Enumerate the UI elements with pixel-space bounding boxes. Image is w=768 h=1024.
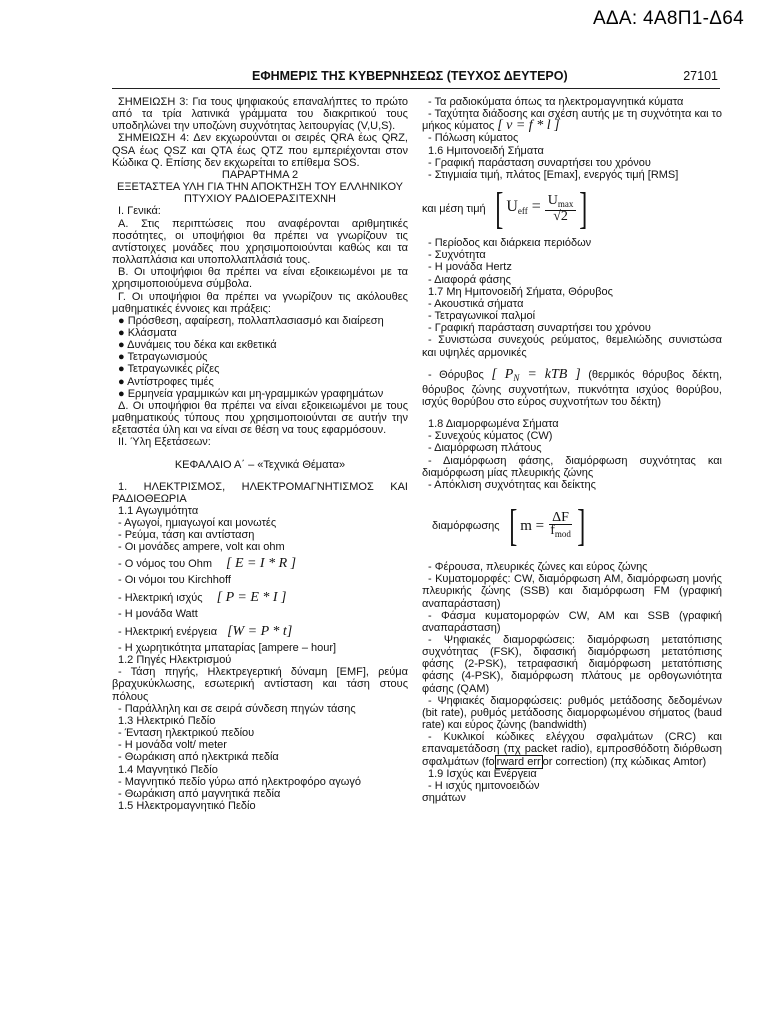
- digital-rate-item: - Ψηφιακές διαμορφώσεις: ρυθμός μετάδοσης δεδομένων (bit rate), ρυθμός μετάδοσης διαμορφωμένου σήματος (baud rate) και εύρος ζώνης (bandwidth): [422, 694, 722, 732]
- list-item: - Συχνότητα: [428, 249, 486, 262]
- exam-material-heading: ΙΙ. Ύλη Εξετάσεων:: [118, 436, 211, 449]
- digital-modulation-item: - Ψηφιακές διαμορφώσεις: διαμόρφωση μετατόπισης συχνότητας (FSK), διφασική διαμόρφωση μετατόπισης φάσης (2-PSK), τετραφασική διαμόρφωση μετατόπισης φάσης (4-PSK), διαμόρφωση πλάτους με ορθογωνιότητα φάσης (QAM): [422, 634, 722, 695]
- waveforms-item: - Κυματομορφές: CW, διαμόρφωση AM, διαμόρφωση μονής πλευρικής ζώνης (SSB) και διαμόρφωση FM (γραφική αναπαράσταση): [422, 573, 722, 610]
- note-4: ΣΗΜΕΙΩΣΗ 4: Δεν εκχωρούνται οι σειρές QRA έως QRZ, QSA έως QSZ και QTA έως QTZ που εμπεριέχονται στον Κώδικα Q. Επίσης δεν εκχωρείται το επίθεμα SOS.: [112, 132, 408, 169]
- list-item: - Περίοδος και διάρκεια περιόδων: [428, 237, 592, 250]
- list-item: - Ακουστικά σήματα: [428, 297, 524, 310]
- list-item: - Συνεχούς κύματος (CW): [428, 430, 553, 443]
- list-item: - Οι μονάδες ampere, volt και ohm: [118, 541, 285, 554]
- paragraph-a: Α. Στις περιπτώσεις που αναφέρονται αριθμητικές ποσότητες, οι υποψήφιοι θα πρέπει να γνωρίζουν τις αντίστοιχες μονάδες που χρησιμοποιούνται καθώς και τα πολλαπλάσια και υποπολλαπλάσιά τους.: [112, 217, 408, 267]
- gazette-header: [112, 68, 720, 89]
- list-item: - Θωράκιση από μαγνητικά πεδία: [118, 787, 281, 800]
- annex-subtitle-1: ΕΞΕΤΑΣΤΕΑ ΥΛΗ ΓΙΑ ΤΗΝ ΑΠΟΚΤΗΣΗ ΤΟΥ ΕΛΛΗΝΙΚΟΥ: [117, 181, 403, 194]
- bullet-item: ● Κλάσματα: [118, 326, 177, 339]
- ueff-equation: [ $U_{eff}$ = $\frac{U_{max}}{√2}$ ]: [494, 184, 588, 234]
- ueff-line: [422, 181, 722, 237]
- general-heading: Ι. Γενικά:: [118, 205, 161, 218]
- bullet-item: ● Τετραγωνικές ρίζες: [118, 363, 220, 376]
- list-item: 1.7 Μη Ημιτονοειδή Σήματα, Θόρυβος: [428, 285, 613, 298]
- page-number: 27101: [683, 69, 718, 83]
- list-item: 1.4 Μαγνητικό Πεδίο: [118, 763, 218, 776]
- crc-item: - Κυκλικοί κώδικες ελέγχου σφαλμάτων (CRC) και επαναμετάδοση (πχ packet radio), εμπροσθόδοτη διόρθωση σφαλμάτων (fo rward err or correction) (πχ κώδικας Amtor): [422, 731, 722, 768]
- list-item: - Θωράκιση από ηλεκτρικά πεδία: [118, 751, 279, 764]
- spectrum-item: - Φάσμα κυματομορφών CW, AM και SSB (γραφική αναπαράσταση): [422, 609, 722, 634]
- power-equation: [ P = E * I ]: [216, 589, 287, 605]
- list-item: - Ρεύμα, τάση και αντίσταση: [118, 529, 255, 542]
- list-item: - Τετραγωνικοί παλμοί: [428, 310, 536, 323]
- list-item: - Οι νόμοι του Kirchhoff: [118, 573, 231, 586]
- modulation-index-line: [422, 491, 722, 561]
- phase-modulation-item: - Διαμόρφωση φάσης, διαμόρφωση συχνότητας και διαμόρφωση μίας πλευρικής ζώνης: [422, 454, 722, 479]
- energy-equation: [W = P * t]: [227, 623, 293, 639]
- left-column: [112, 96, 408, 812]
- harmonics-item: - Συνιστώσα συνεχούς ρεύματος, θεμελιώδης συνιστώσα και υψηλές αρμονικές: [422, 334, 722, 359]
- list-item: - Η χωρητικότητα μπαταρίας [ampere – hour]: [118, 641, 337, 654]
- list-item: - Γραφική παράσταση συναρτήσει του χρόνου: [428, 156, 651, 169]
- list-item: 1.1 Αγωγιμότητα: [118, 505, 199, 517]
- bullet-item: ● Τετραγωνισμούς: [118, 351, 208, 364]
- noise-equation: [ $P_N$ = kTB ]: [491, 366, 581, 383]
- section-1-heading: 1. ΗΛΕΚΤΡΙΣΜΟΣ, ΗΛΕΚΤΡΟΜΑΓΝΗΤΙΣΜΟΣ ΚΑΙ ΡΑΔΙΟΘΕΩΡΙΑ: [112, 480, 408, 505]
- noise-item: - Θόρυβος [ $P_N$ = kTB ] (θερμικός θόρυβος δέκτη, θόρυβος ζώνης συχνοτήτων, πυκνότητα ισχύος θορύβου, ισχύς θορύβου στο εύρος συχνοτήτων του δέκτη): [422, 366, 723, 408]
- list-item: - Ένταση ηλεκτρικού πεδίου: [118, 727, 255, 740]
- energy-label: - Ηλεκτρική ενέργεια: [118, 625, 218, 638]
- list-item: - Απόκλιση συχνότητας και δείκτης: [428, 478, 596, 491]
- right-column: [422, 96, 722, 804]
- ohm-law-label: - Ο νόμος του Ohm: [118, 557, 212, 570]
- list-item: - Γραφική παράσταση συναρτήσει του χρόνου: [428, 322, 651, 335]
- power-label: - Ηλεκτρική ισχύς: [118, 591, 203, 604]
- modulation-label: διαμόρφωσης: [432, 519, 500, 532]
- power-line: [112, 588, 408, 608]
- ohm-law-line: [112, 554, 408, 574]
- note-3: ΣΗΜΕΙΩΣΗ 3: Για τους ψηφιακούς επαναλήπτες το πρώτο από τα τρία λατινικά γράμματα του διακριτικού τους υποδηλώνει την υποζώνη συχνότητας λειτουργίας (V,U,S).: [112, 96, 408, 133]
- paragraph-d: Δ. Οι υποψήφιοι θα πρέπει να είναι εξοικειωμένοι με τους μαθηματικούς τύπους που χρησιμοποιούνται σε αυτήν την εξεταστέα ύλη και να είναι σε θέση να τους εφαρμόσουν.: [112, 399, 408, 437]
- bullet-item: ● Πρόσθεση, αφαίρεση, πολλαπλασιασμό και διαίρεση: [118, 314, 384, 327]
- list-item: σημάτων: [422, 792, 466, 805]
- speed-item: - Ταχύτητα διάδοσης και σχέση αυτής με τη συχνότητα και το μήκος κύματος [ v = f * l ]: [422, 108, 722, 134]
- list-item: - Διαμόρφωση πλάτους: [428, 442, 542, 455]
- list-item: - Φέρουσα, πλευρικές ζώνες και εύρος ζώνης: [428, 561, 648, 574]
- list-item: - Πόλωση κύματος: [428, 132, 519, 145]
- bullet-item: ● Αντίστροφες τιμές: [118, 375, 214, 388]
- bullet-item: ● Ερμηνεία γραμμικών και μη-γραμμικών γραφημάτων: [118, 387, 384, 400]
- ada-code: ΑΔΑ: 4Α8Π1-Δ64: [592, 8, 744, 29]
- modulation-index-equation: [ m = $\frac{\Delta F}{f_{mod}}$ ]: [508, 501, 586, 551]
- paragraph-c: Γ. Οι υποψήφιοι θα πρέπει να γνωρίζουν τις ακόλουθες μαθηματικές έννοιες και πράξεις:: [112, 290, 408, 315]
- mean-value-label: και μέση τιμή: [422, 203, 486, 216]
- list-item: - Διαφορά φάσης: [428, 273, 511, 286]
- speed-equation: [ v = f * l ]: [497, 118, 560, 134]
- list-item: - Μαγνητικό πεδίο γύρω από ηλεκτροφόρο αγωγό: [118, 775, 361, 788]
- list-item: 1.3 Ηλεκτρικό Πεδίο: [118, 714, 216, 727]
- list-item: 1.6 Ημιτονοειδή Σήματα: [428, 144, 544, 157]
- list-item: - Στιγμιαία τιμή, πλάτος [Emax], ενεργός τιμή [RMS]: [428, 168, 679, 181]
- list-item: - Η μονάδα volt/ meter: [118, 739, 227, 752]
- annex-subtitle-2: ΠΤΥΧΙΟΥ ΡΑΔΙΟΕΡΑΣΙΤΕΧΝΗ: [184, 193, 336, 206]
- chapter-heading: ΚΕΦΑΛΑΙΟ Α΄ – «Τεχνικά Θέματα»: [174, 458, 346, 471]
- bullet-item: ● Δυνάμεις του δέκα και εκθετικά: [118, 339, 277, 352]
- list-item: - Η μονάδα Watt: [118, 607, 198, 620]
- sources-item: - Τάση πηγής, Ηλεκτρεγερτική δύναμη [EMF], ρεύμα βραχυκύκλωσης, εσωτερική αντίσταση και τάση στους πόλους: [112, 666, 408, 703]
- annex-title: ΠΑΡΑΡΤΗΜΑ 2: [221, 168, 299, 181]
- list-item: 1.5 Ηλεκτρομαγνητικό Πεδίο: [118, 799, 256, 812]
- list-item: - Αγωγοί, ημιαγωγοί και μονωτές: [118, 517, 277, 530]
- energy-line: [112, 622, 408, 642]
- paragraph-b: Β. Οι υποψήφιοι θα πρέπει να είναι εξοικειωμένοι με τα χρησιμοποιούμενα σύμβολα.: [112, 266, 408, 291]
- list-item: 1.2 Πηγές Ηλεκτρισμού: [118, 654, 232, 667]
- ohm-law-equation: [ E = I * R ]: [225, 555, 297, 571]
- list-item: 1.8 Διαμορφωμένα Σήματα: [428, 418, 559, 431]
- radio-waves-item: - Τα ραδιοκύματα όπως τα ηλεκτρομαγνητικά κύματα: [428, 96, 684, 108]
- list-item: - Παράλληλη και σε σειρά σύνδεση πηγών τάσης: [118, 702, 356, 715]
- list-item: - Η μονάδα Hertz: [428, 261, 512, 274]
- list-item: 1.9 Ισχύς και Ενέργεια: [428, 767, 537, 780]
- highlight-box: rward err: [496, 755, 541, 768]
- gazette-title: ΕΦΗΜΕΡΙΣ ΤΗΣ ΚΥΒΕΡΝΗΣΕΩΣ (ΤΕΥΧΟΣ ΔΕΥΤΕΡΟ): [252, 69, 568, 83]
- list-item: - Η ισχύς ημιτονοειδών: [428, 779, 540, 792]
